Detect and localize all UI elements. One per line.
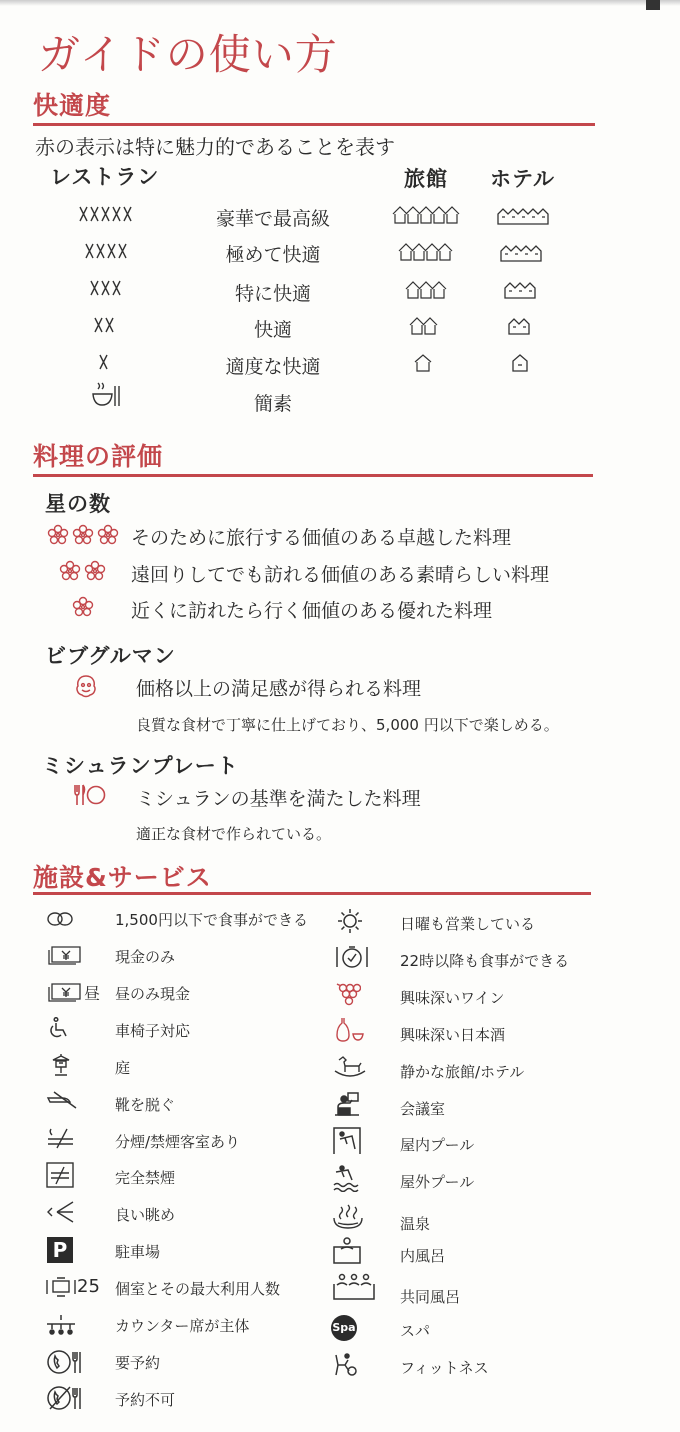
- cuisine-rule: [33, 474, 593, 477]
- fork-spoon-3-icon: [89, 279, 123, 297]
- page-title: ガイドの使い方: [38, 30, 338, 79]
- michelin-star-1-icon: [72, 596, 96, 618]
- coins-icon: [46, 911, 74, 927]
- outdoor-pool-icon: [333, 1164, 361, 1192]
- hotel-4-icon: [500, 242, 544, 262]
- spa-icon: Spa: [331, 1315, 357, 1341]
- sake-icon: [335, 1017, 365, 1043]
- facility-label: 現金のみ: [115, 948, 176, 966]
- late-clock-icon: [334, 944, 370, 970]
- cash-icon: [48, 945, 82, 965]
- wheelchair-icon: [47, 1017, 71, 1039]
- comfort-label: 適度な快適: [225, 356, 321, 378]
- facility-label: 昼のみ現金: [115, 985, 191, 1003]
- star-text: 近くに訪れたら行く価値のある優れた料理: [131, 600, 493, 622]
- ryokan-4-icon: [398, 241, 454, 261]
- col-ryokan: 旅館: [404, 167, 448, 191]
- ryokan-3-icon: [405, 279, 447, 299]
- facility-label: 要予約: [115, 1354, 161, 1372]
- cash-lunch-icon-text: 昼: [84, 984, 101, 1003]
- michelin-plate-icon: [72, 783, 106, 807]
- partial-smoking-icon: [47, 1127, 75, 1149]
- reservation-icon: [46, 1349, 82, 1375]
- ryokan-1-icon: [414, 352, 432, 372]
- fitness-icon: [333, 1353, 359, 1377]
- bib-text: 価格以上の満足感が得られる料理: [136, 678, 422, 700]
- hotel-5-icon: [497, 205, 549, 225]
- hotel-3-icon: [504, 279, 538, 299]
- cash-lunch-icon: [48, 982, 82, 1002]
- shoes-off-icon: [46, 1090, 78, 1110]
- corner-mark: [646, 0, 660, 10]
- comfort-rule: [33, 123, 595, 126]
- facilities-rule: [33, 892, 591, 895]
- bib-note: 良質な食材で丁寧に仕上げており、5,000 円以下で楽しめる。: [136, 716, 559, 734]
- bib-gourmand-icon: [74, 674, 98, 698]
- facility-label: 温泉: [400, 1215, 431, 1233]
- facility-label: 良い眺め: [115, 1206, 176, 1224]
- comfort-heading: 快適度: [33, 91, 112, 120]
- cuisine-heading: 料理の評価: [33, 442, 164, 471]
- facility-label: 個室とその最大利用人数: [115, 1280, 281, 1298]
- shared-bath-icon: [333, 1271, 375, 1301]
- facility-label: カウンター席が主体: [115, 1317, 250, 1335]
- facility-label: 日曜も営業している: [400, 915, 536, 933]
- facility-label: 屋外プール: [400, 1173, 475, 1191]
- facility-label: 22時以降も食事ができる: [400, 952, 570, 970]
- star-text: 遠回りしてでも訪れる価値のある素晴らしい料理: [131, 564, 550, 586]
- facility-label: 庭: [115, 1059, 131, 1077]
- private-bath-icon: [333, 1235, 361, 1265]
- facility-label: 分煙/禁煙客室あり: [115, 1133, 241, 1151]
- facility-label: 1,500円以下で食事ができる: [115, 911, 308, 929]
- comfort-label: 快適: [253, 319, 292, 341]
- sun-icon: [337, 908, 363, 934]
- facility-label: 車椅子対応: [115, 1022, 191, 1040]
- fork-spoon-1-icon: [98, 353, 110, 371]
- indoor-pool-icon: [333, 1127, 361, 1155]
- star-text: そのために旅行する価値のある卓越した料理: [131, 527, 512, 549]
- fork-spoon-5-icon: [78, 205, 138, 223]
- col-restaurant: レストラン: [50, 165, 160, 189]
- comfort-label: 特に快適: [234, 283, 311, 305]
- grapes-icon: [335, 982, 361, 1006]
- counter-seat-icon: [46, 1314, 76, 1336]
- stars-heading: 星の数: [45, 492, 111, 516]
- facility-label: 静かな旅館/ホテル: [400, 1063, 525, 1081]
- fork-spoon-2-icon: [93, 316, 117, 334]
- comfort-label: 豪華で最高級: [215, 208, 330, 230]
- private-room-capacity: 25: [77, 1276, 100, 1297]
- facility-label: 屋内プール: [400, 1136, 475, 1154]
- no-smoking-icon: [46, 1162, 74, 1188]
- fork-spoon-4-icon: [84, 242, 130, 260]
- red-note: 赤の表示は特に魅力的であることを表す: [35, 135, 395, 159]
- plate-heading: ミシュランプレート: [42, 754, 239, 778]
- michelin-star-3-icon: [47, 524, 121, 546]
- quiet-rocking-horse-icon: [333, 1054, 367, 1080]
- parking-icon: P: [47, 1237, 73, 1263]
- facility-label: 共同風呂: [400, 1288, 461, 1306]
- simple-bowl-icon: [92, 380, 122, 408]
- hot-spring-icon: [332, 1204, 364, 1230]
- plate-note: 適正な食材で作られている。: [136, 825, 332, 843]
- facility-label: 完全禁煙: [115, 1169, 176, 1187]
- ryokan-5-icon: [392, 204, 460, 224]
- facility-label: 駐車場: [115, 1243, 161, 1261]
- facility-label: 予約不可: [115, 1391, 176, 1409]
- plate-text: ミシュランの基準を満たした料理: [136, 788, 421, 810]
- hotel-1-icon: [512, 352, 528, 372]
- facility-label: 靴を脱ぐ: [115, 1096, 176, 1114]
- top-edge: [0, 0, 680, 6]
- private-room-icon: [46, 1276, 76, 1298]
- garden-lantern-icon: [50, 1053, 72, 1077]
- view-icon: [46, 1200, 74, 1224]
- facility-label: フィットネス: [400, 1359, 489, 1377]
- comfort-label: 極めて快適: [225, 244, 321, 266]
- facilities-heading: 施設&サービス: [33, 863, 212, 892]
- col-hotel: ホテル: [490, 167, 555, 191]
- meeting-room-icon: [334, 1092, 360, 1116]
- facility-label: 興味深い日本酒: [400, 1026, 506, 1044]
- michelin-star-2-icon: [59, 560, 109, 582]
- facility-label: スパ: [400, 1322, 431, 1340]
- ryokan-2-icon: [409, 315, 439, 335]
- facility-label: 会議室: [400, 1100, 446, 1118]
- facility-label: 内風呂: [400, 1247, 446, 1265]
- no-reservation-icon: [46, 1385, 82, 1411]
- facility-label: 興味深いワイン: [400, 989, 505, 1007]
- bib-heading: ビブグルマン: [45, 644, 176, 668]
- comfort-label: 簡素: [253, 393, 292, 415]
- hotel-2-icon: [508, 315, 532, 335]
